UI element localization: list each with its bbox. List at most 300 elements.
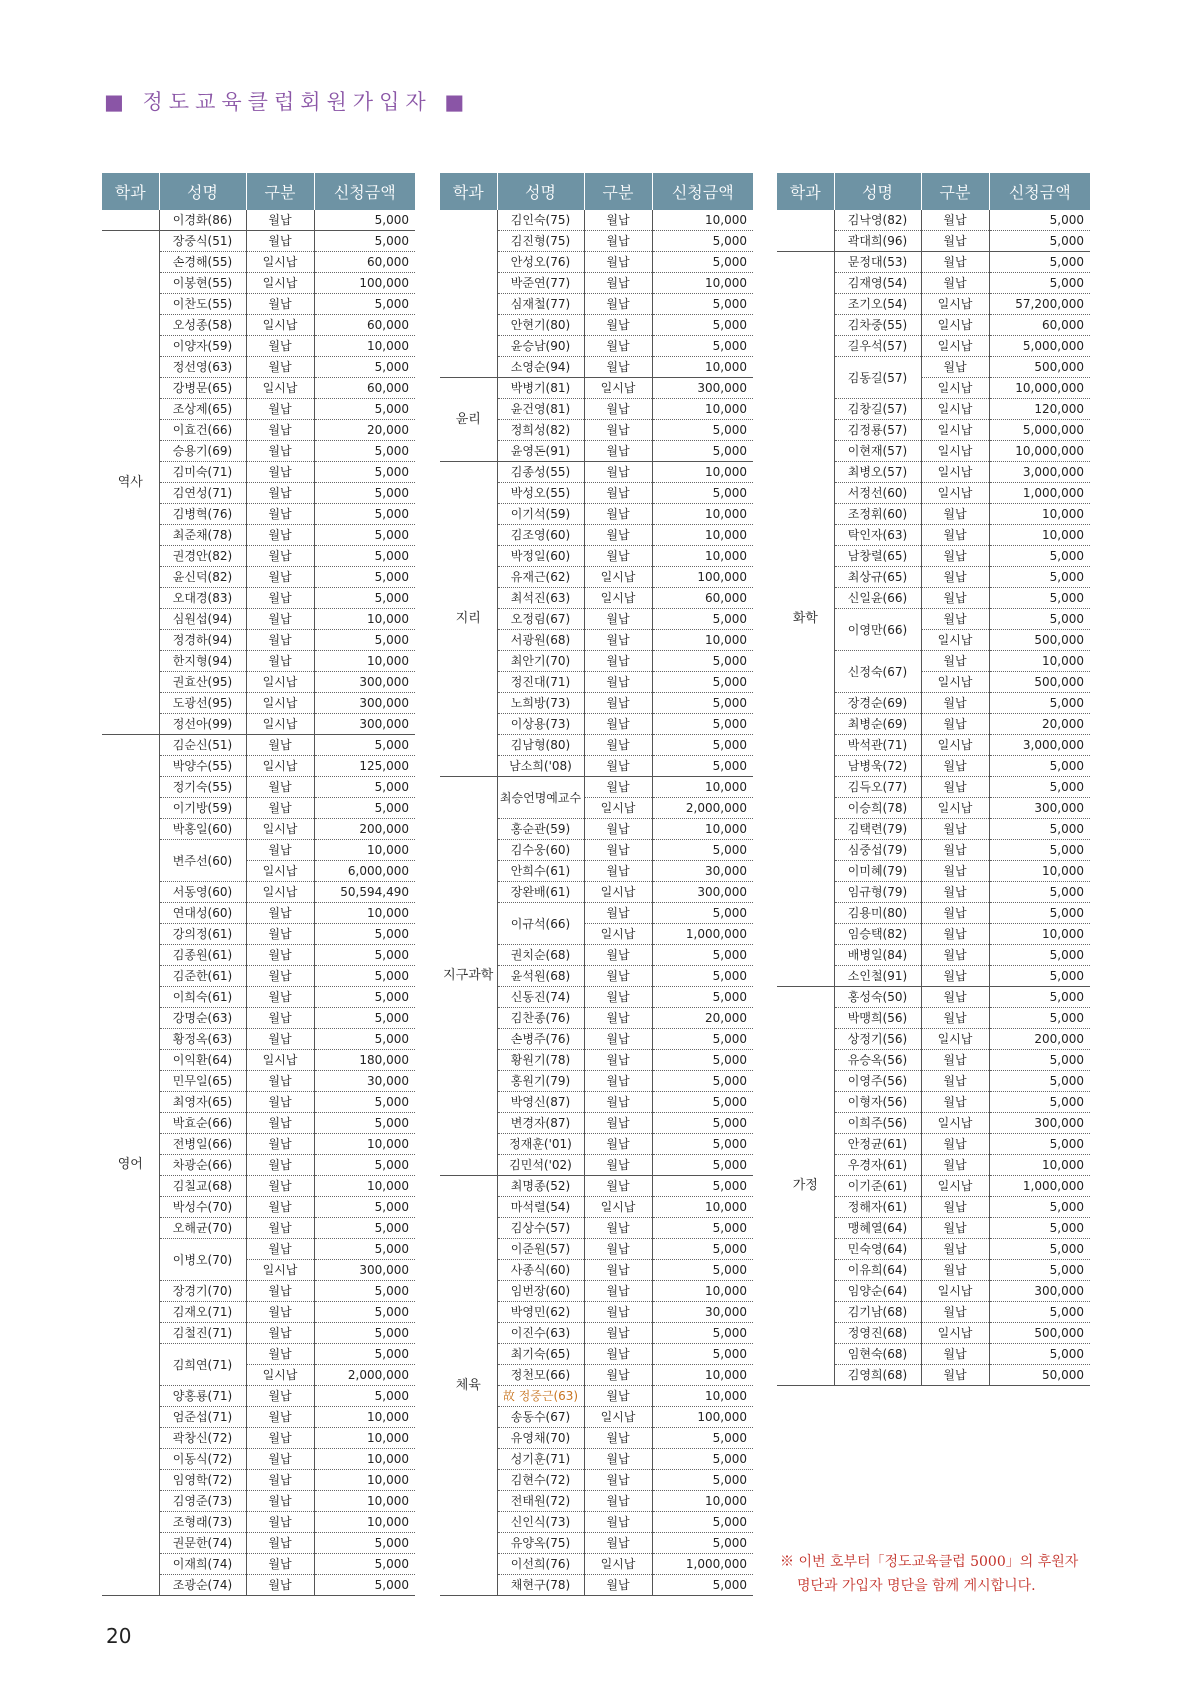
header-name: 성명 <box>497 173 584 210</box>
amount: 5,000 <box>652 1134 753 1155</box>
header-type: 구분 <box>921 173 989 210</box>
member-name: 이양자(59) <box>159 336 246 357</box>
amount: 5,000 <box>314 525 415 546</box>
payment-type: 일시납 <box>921 336 989 357</box>
notice-line-1: ※ 이번 호부터「정도교육클럽 5000」의 후원자 <box>780 1554 1079 1570</box>
amount: 5,000 <box>314 357 415 378</box>
member-name: 변경자(87) <box>497 1113 584 1134</box>
table-row <box>102 735 415 756</box>
dept-cell: 영어 <box>102 735 159 1596</box>
amount: 57,200,000 <box>989 294 1090 315</box>
member-name: 사종식(60) <box>497 1260 584 1281</box>
member-name: 김창길(57) <box>834 399 921 420</box>
payment-type: 월납 <box>584 756 652 777</box>
amount: 10,000 <box>652 462 753 483</box>
member-name: 정해자(61) <box>834 1197 921 1218</box>
amount: 2,000,000 <box>314 1365 415 1386</box>
payment-type: 월납 <box>246 1428 314 1449</box>
member-name: 이효건(66) <box>159 420 246 441</box>
payment-type: 월납 <box>921 231 989 252</box>
member-name: 김차중(55) <box>834 315 921 336</box>
amount: 5,000 <box>314 630 415 651</box>
member-name: 곽창신(72) <box>159 1428 246 1449</box>
member-name: 김종성(55) <box>497 462 584 483</box>
notice-line-2: 명단과 가입자 명단을 함께 게시합니다. <box>797 1578 1036 1594</box>
amount: 300,000 <box>314 693 415 714</box>
member-name: 이현재(57) <box>834 441 921 462</box>
amount: 5,000 <box>989 1050 1090 1071</box>
payment-type: 월납 <box>246 462 314 483</box>
amount: 5,000 <box>989 588 1090 609</box>
payment-type: 월납 <box>921 588 989 609</box>
amount: 1,000,000 <box>652 924 753 945</box>
amount: 5,000 <box>989 1218 1090 1239</box>
amount: 5,000 <box>989 903 1090 924</box>
payment-type: 월납 <box>246 1071 314 1092</box>
member-name: 故 정중근(63) <box>497 1386 584 1407</box>
payment-type: 일시납 <box>921 441 989 462</box>
member-name: 김준한(61) <box>159 966 246 987</box>
payment-type: 일시납 <box>584 1197 652 1218</box>
member-name: 김철진(71) <box>159 1323 246 1344</box>
payment-type: 월납 <box>584 399 652 420</box>
member-name: 유재근(62) <box>497 567 584 588</box>
member-name: 조형래(73) <box>159 1512 246 1533</box>
member-name: 최준채(78) <box>159 525 246 546</box>
payment-type: 일시납 <box>584 567 652 588</box>
payment-type: 월납 <box>921 966 989 987</box>
payment-type: 일시납 <box>921 1281 989 1302</box>
table-row <box>777 210 1090 231</box>
amount: 10,000 <box>989 924 1090 945</box>
payment-type: 월납 <box>584 1113 652 1134</box>
member-name: 강병문(65) <box>159 378 246 399</box>
payment-type: 월납 <box>584 1449 652 1470</box>
member-name: 마석렬(54) <box>497 1197 584 1218</box>
payment-type: 월납 <box>584 840 652 861</box>
header-dept: 학과 <box>102 173 159 210</box>
payment-type: 월납 <box>246 420 314 441</box>
member-name: 이봉현(55) <box>159 273 246 294</box>
member-name: 김칠교(68) <box>159 1176 246 1197</box>
member-name: 임승택(82) <box>834 924 921 945</box>
amount: 10,000 <box>652 1281 753 1302</box>
member-name: 최안기(70) <box>497 651 584 672</box>
payment-type: 월납 <box>921 1071 989 1092</box>
member-name: 최병오(57) <box>834 462 921 483</box>
dept-cell: 체육 <box>440 1176 497 1596</box>
payment-type: 월납 <box>584 462 652 483</box>
payment-type: 일시납 <box>921 399 989 420</box>
member-table <box>777 173 1090 1386</box>
payment-type: 월납 <box>584 1323 652 1344</box>
member-name: 곽대희(96) <box>834 231 921 252</box>
payment-type: 월납 <box>246 798 314 819</box>
member-name: 김기남(68) <box>834 1302 921 1323</box>
payment-type: 월납 <box>584 1470 652 1491</box>
payment-type: 월납 <box>921 357 989 378</box>
member-name: 박성수(70) <box>159 1197 246 1218</box>
member-name: 홍순관(59) <box>497 819 584 840</box>
payment-type: 월납 <box>246 1155 314 1176</box>
amount: 5,000 <box>314 945 415 966</box>
amount: 30,000 <box>652 1302 753 1323</box>
member-name: 오대경(83) <box>159 588 246 609</box>
member-name: 임번장(60) <box>497 1281 584 1302</box>
amount: 5,000 <box>652 1092 753 1113</box>
payment-type: 일시납 <box>246 1365 314 1386</box>
member-name: 이영주(56) <box>834 1071 921 1092</box>
amount: 5,000 <box>989 1344 1090 1365</box>
member-name: 이기석(59) <box>497 504 584 525</box>
payment-type: 월납 <box>584 1428 652 1449</box>
payment-type: 월납 <box>246 1512 314 1533</box>
payment-type: 일시납 <box>246 315 314 336</box>
amount: 5,000 <box>652 1260 753 1281</box>
amount: 5,000 <box>314 483 415 504</box>
amount: 5,000 <box>652 1239 753 1260</box>
payment-type: 월납 <box>246 1449 314 1470</box>
payment-type: 월납 <box>246 357 314 378</box>
amount: 5,000 <box>989 273 1090 294</box>
member-name: 유양옥(75) <box>497 1533 584 1554</box>
amount: 10,000 <box>314 1428 415 1449</box>
amount: 5,000 <box>314 735 415 756</box>
payment-type: 월납 <box>921 1302 989 1323</box>
member-name: 김조영(60) <box>497 525 584 546</box>
member-name: 황원기(78) <box>497 1050 584 1071</box>
amount: 5,000 <box>652 336 753 357</box>
payment-type: 일시납 <box>246 1260 314 1281</box>
payment-type: 월납 <box>246 924 314 945</box>
member-name: 승용기(69) <box>159 441 246 462</box>
amount: 300,000 <box>652 882 753 903</box>
member-name: 정경하(94) <box>159 630 246 651</box>
amount: 5,000 <box>652 1071 753 1092</box>
payment-type: 월납 <box>246 609 314 630</box>
amount: 180,000 <box>314 1050 415 1071</box>
member-name: 민숙영(64) <box>834 1239 921 1260</box>
payment-type: 월납 <box>584 630 652 651</box>
member-name: 안정균(61) <box>834 1134 921 1155</box>
member-name: 이재희(74) <box>159 1554 246 1575</box>
amount: 10,000 <box>652 357 753 378</box>
member-name: 서정선(60) <box>834 483 921 504</box>
member-name: 길우석(57) <box>834 336 921 357</box>
amount: 10,000 <box>314 609 415 630</box>
payment-type: 월납 <box>246 567 314 588</box>
payment-type: 월납 <box>246 1029 314 1050</box>
member-name: 심원섭(94) <box>159 609 246 630</box>
amount: 10,000 <box>652 399 753 420</box>
member-name: 황정옥(63) <box>159 1029 246 1050</box>
amount: 200,000 <box>989 1029 1090 1050</box>
payment-type: 월납 <box>246 1008 314 1029</box>
payment-type: 월납 <box>584 966 652 987</box>
payment-type: 월납 <box>246 546 314 567</box>
member-name: 소인철(91) <box>834 966 921 987</box>
payment-type: 일시납 <box>921 483 989 504</box>
amount: 5,000 <box>652 672 753 693</box>
member-name: 이희숙(61) <box>159 987 246 1008</box>
member-name: 윤승남(90) <box>497 336 584 357</box>
amount: 5,000 <box>652 420 753 441</box>
amount: 5,000 <box>314 1113 415 1134</box>
payment-type: 월납 <box>921 819 989 840</box>
member-name: 홍원기(79) <box>497 1071 584 1092</box>
amount: 10,000 <box>652 1491 753 1512</box>
amount: 10,000 <box>314 1470 415 1491</box>
member-name: 김영준(73) <box>159 1491 246 1512</box>
member-name: 서동영(60) <box>159 882 246 903</box>
amount: 5,000 <box>989 231 1090 252</box>
amount: 5,000 <box>989 210 1090 231</box>
member-name: 유영채(70) <box>497 1428 584 1449</box>
payment-type: 월납 <box>246 231 314 252</box>
member-name: 성기훈(71) <box>497 1449 584 1470</box>
member-name: 정선영(63) <box>159 357 246 378</box>
member-name: 권치순(68) <box>497 945 584 966</box>
dept-cell: 화학 <box>777 252 834 987</box>
amount: 1,000,000 <box>989 483 1090 504</box>
payment-type: 월납 <box>921 987 989 1008</box>
member-name: 박병기(81) <box>497 378 584 399</box>
amount: 5,000 <box>314 210 415 231</box>
amount: 5,000 <box>652 1113 753 1134</box>
amount: 100,000 <box>652 1407 753 1428</box>
payment-type: 월납 <box>246 1554 314 1575</box>
member-table-middle <box>440 173 753 1596</box>
payment-type: 월납 <box>246 1281 314 1302</box>
amount: 300,000 <box>989 798 1090 819</box>
amount: 60,000 <box>314 315 415 336</box>
amount: 10,000 <box>314 1512 415 1533</box>
member-name: 김병혁(76) <box>159 504 246 525</box>
member-name: 조기오(54) <box>834 294 921 315</box>
member-name: 김정룡(57) <box>834 420 921 441</box>
amount: 10,000 <box>652 525 753 546</box>
payment-type: 월납 <box>246 1092 314 1113</box>
payment-type: 월납 <box>246 966 314 987</box>
payment-type: 일시납 <box>584 882 652 903</box>
member-name: 윤석원(68) <box>497 966 584 987</box>
payment-type: 월납 <box>584 315 652 336</box>
payment-type: 월납 <box>584 987 652 1008</box>
payment-type: 월납 <box>921 1365 989 1386</box>
amount: 5,000 <box>989 546 1090 567</box>
amount: 5,000 <box>314 1218 415 1239</box>
payment-type: 월납 <box>246 1134 314 1155</box>
member-name: 서광원(68) <box>497 630 584 651</box>
payment-type: 월납 <box>246 1491 314 1512</box>
member-table <box>102 173 415 1596</box>
member-name: 김재영(54) <box>834 273 921 294</box>
amount: 10,000,000 <box>989 441 1090 462</box>
member-name: 이동식(72) <box>159 1449 246 1470</box>
table-row <box>777 987 1090 1008</box>
amount: 5,000 <box>652 966 753 987</box>
member-name: 송동수(67) <box>497 1407 584 1428</box>
member-name: 권경안(82) <box>159 546 246 567</box>
member-name: 장경기(70) <box>159 1281 246 1302</box>
payment-type: 월납 <box>584 861 652 882</box>
payment-type: 일시납 <box>246 273 314 294</box>
amount: 5,000 <box>989 1260 1090 1281</box>
amount: 5,000 <box>314 231 415 252</box>
payment-type: 월납 <box>246 903 314 924</box>
amount: 10,000 <box>652 546 753 567</box>
payment-type: 일시납 <box>921 1176 989 1197</box>
payment-type: 일시납 <box>921 1113 989 1134</box>
member-name: 이진수(63) <box>497 1323 584 1344</box>
table-row <box>440 378 753 399</box>
amount: 10,000 <box>652 630 753 651</box>
member-name: 정진대(71) <box>497 672 584 693</box>
payment-type: 월납 <box>246 525 314 546</box>
amount: 5,000,000 <box>989 420 1090 441</box>
payment-type: 월납 <box>584 420 652 441</box>
payment-type: 일시납 <box>246 882 314 903</box>
dept-cell <box>777 210 834 252</box>
payment-type: 월납 <box>584 1218 652 1239</box>
dept-cell <box>102 210 159 231</box>
amount: 5,000 <box>652 1344 753 1365</box>
payment-type: 월납 <box>246 1575 314 1596</box>
member-name: 정천모(66) <box>497 1365 584 1386</box>
amount: 300,000 <box>989 1281 1090 1302</box>
amount: 5,000 <box>314 966 415 987</box>
payment-type: 월납 <box>584 210 652 231</box>
amount: 5,000 <box>314 1092 415 1113</box>
dept-cell <box>440 210 497 378</box>
payment-type: 월납 <box>246 294 314 315</box>
payment-type: 일시납 <box>246 672 314 693</box>
payment-type: 월납 <box>921 693 989 714</box>
amount: 5,000 <box>989 693 1090 714</box>
table-header-row <box>102 173 415 210</box>
payment-type: 월납 <box>921 1239 989 1260</box>
member-name: 배병일(84) <box>834 945 921 966</box>
payment-type: 월납 <box>246 1113 314 1134</box>
amount: 5,000 <box>989 1239 1090 1260</box>
member-name: 김인숙(75) <box>497 210 584 231</box>
member-name: 최승언명예교수 <box>497 777 584 819</box>
payment-type: 일시납 <box>921 735 989 756</box>
payment-type: 월납 <box>584 294 652 315</box>
amount: 5,000 <box>652 1029 753 1050</box>
amount: 10,000 <box>314 1176 415 1197</box>
payment-type: 월납 <box>921 924 989 945</box>
amount: 5,000 <box>314 798 415 819</box>
amount: 5,000 <box>989 966 1090 987</box>
amount: 20,000 <box>989 714 1090 735</box>
member-name: 신동진(74) <box>497 987 584 1008</box>
amount: 10,000,000 <box>989 378 1090 399</box>
payment-type: 월납 <box>921 525 989 546</box>
payment-type: 월납 <box>584 1365 652 1386</box>
amount: 5,000 <box>652 945 753 966</box>
member-name: 김진형(75) <box>497 231 584 252</box>
amount: 5,000 <box>314 1533 415 1554</box>
page-title: ■ 정도교육클럽회원가입자 ■ <box>104 90 471 114</box>
payment-type: 일시납 <box>921 294 989 315</box>
member-name: 이병오(70) <box>159 1239 246 1281</box>
payment-type: 월납 <box>584 483 652 504</box>
member-name: 김수웅(60) <box>497 840 584 861</box>
member-name: 김미숙(71) <box>159 462 246 483</box>
member-name: 탁인자(63) <box>834 525 921 546</box>
payment-type: 월납 <box>584 1491 652 1512</box>
table-header-row <box>777 173 1090 210</box>
payment-type: 월납 <box>921 882 989 903</box>
amount: 20,000 <box>314 420 415 441</box>
payment-type: 월납 <box>584 1029 652 1050</box>
payment-type: 일시납 <box>584 1407 652 1428</box>
amount: 30,000 <box>314 1071 415 1092</box>
amount: 10,000 <box>652 210 753 231</box>
member-name: 이기방(59) <box>159 798 246 819</box>
member-name: 정재훈('01) <box>497 1134 584 1155</box>
amount: 60,000 <box>989 315 1090 336</box>
payment-type: 월납 <box>584 777 652 798</box>
header-name: 성명 <box>159 173 246 210</box>
amount: 500,000 <box>989 630 1090 651</box>
table-row <box>440 210 753 231</box>
member-name: 장경순(69) <box>834 693 921 714</box>
amount: 50,000 <box>989 1365 1090 1386</box>
member-name: 박준연(77) <box>497 273 584 294</box>
payment-type: 월납 <box>921 756 989 777</box>
table-row <box>102 210 415 231</box>
payment-type: 일시납 <box>246 861 314 882</box>
payment-type: 월납 <box>584 1281 652 1302</box>
member-name: 김낙영(82) <box>834 210 921 231</box>
amount: 5,000 <box>314 987 415 1008</box>
amount: 10,000 <box>652 1386 753 1407</box>
member-name: 남소희('08) <box>497 756 584 777</box>
amount: 5,000 <box>314 1239 415 1260</box>
member-name: 최상규(65) <box>834 567 921 588</box>
payment-type: 월납 <box>921 945 989 966</box>
amount: 5,000 <box>314 1386 415 1407</box>
member-name: 차광순(66) <box>159 1155 246 1176</box>
amount: 5,000 <box>314 924 415 945</box>
header-name: 성명 <box>834 173 921 210</box>
payment-type: 월납 <box>584 1050 652 1071</box>
member-name: 이희주(56) <box>834 1113 921 1134</box>
amount: 5,000 <box>314 567 415 588</box>
member-name: 김득오(77) <box>834 777 921 798</box>
amount: 5,000 <box>652 609 753 630</box>
member-name: 박홍일(60) <box>159 819 246 840</box>
member-table <box>440 173 753 1596</box>
amount: 3,000,000 <box>989 735 1090 756</box>
payment-type: 월납 <box>246 1470 314 1491</box>
payment-type: 월납 <box>584 1092 652 1113</box>
member-name: 남창렬(65) <box>834 546 921 567</box>
payment-type: 월납 <box>584 1533 652 1554</box>
member-name: 이영만(66) <box>834 609 921 651</box>
member-name: 조상제(65) <box>159 399 246 420</box>
payment-type: 월납 <box>584 231 652 252</box>
member-name: 김상수(57) <box>497 1218 584 1239</box>
member-name: 최병순(69) <box>834 714 921 735</box>
member-name: 신인식(73) <box>497 1512 584 1533</box>
amount: 50,594,490 <box>314 882 415 903</box>
member-name: 김재오(71) <box>159 1302 246 1323</box>
payment-type: 월납 <box>921 1134 989 1155</box>
payment-type: 월납 <box>584 735 652 756</box>
